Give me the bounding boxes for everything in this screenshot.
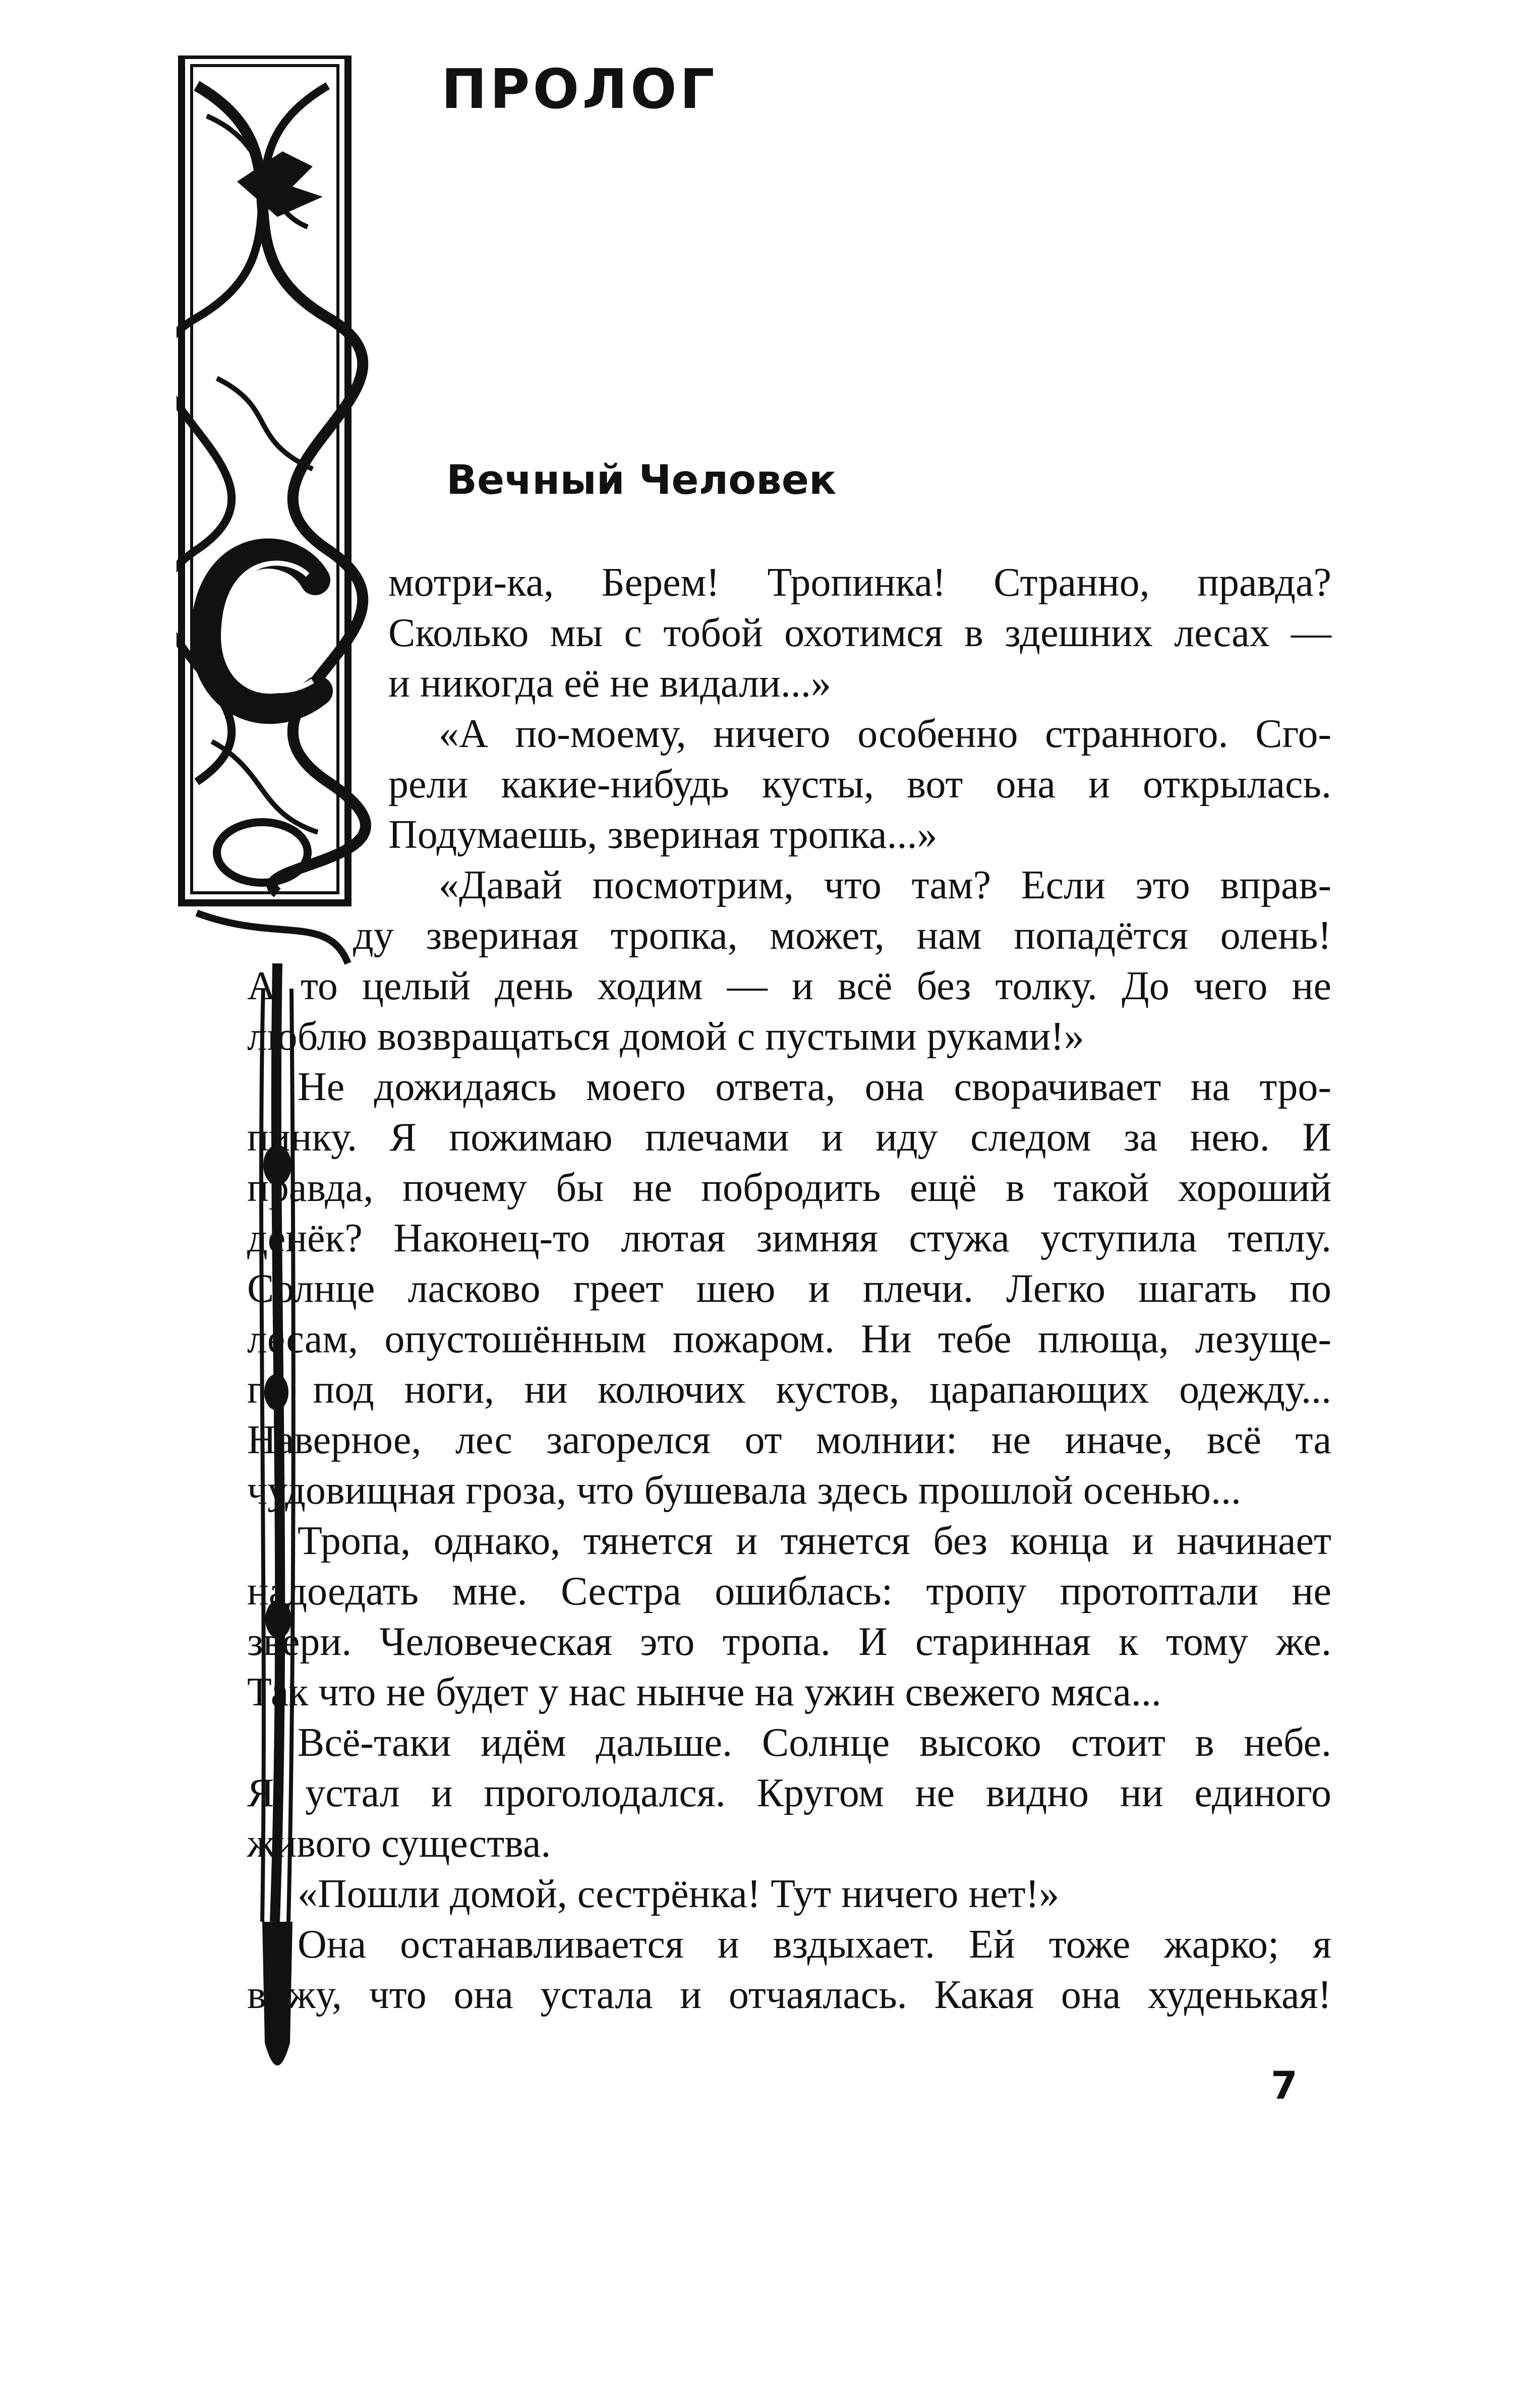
text-line: мотри-ка, Берем! Тропинка! Странно, правда? bbox=[388, 560, 1331, 605]
text-line: денёк? Наконец-то лютая зимняя стужа уступила теплу. bbox=[247, 1216, 1331, 1260]
text-line: Так что не будет у нас нынче на ужин свежего мяса... bbox=[247, 1670, 1161, 1714]
text-line: Подумаешь, звериная тропка...» bbox=[388, 813, 938, 857]
text-line: «Пошли домой, сестрёнка! Тут ничего нет!» bbox=[298, 1872, 1060, 1916]
text-line: звери. Человеческая это тропа. И старинная к тому же. bbox=[247, 1620, 1331, 1664]
text-line: го под ноги, ни колючих кустов, царапающих одежду... bbox=[247, 1367, 1331, 1412]
text-line: живого существа. bbox=[247, 1821, 551, 1866]
text-line: люблю возвращаться домой с пустыми руками!» bbox=[247, 1014, 1084, 1059]
text-line: Я устал и проголодался. Кругом не видно ни единого bbox=[247, 1771, 1331, 1815]
text-line: Она останавливается и вздыхает. Ей тоже жарко; я bbox=[298, 1922, 1331, 1967]
text-line: ду звериная тропка, может, нам попадётся олень! bbox=[353, 913, 1331, 958]
text-line: «А по-моему, ничего особенно странного. Сго- bbox=[439, 712, 1331, 756]
text-line: лесам, опустошённым пожаром. Ни тебе плюща, лезуще- bbox=[247, 1317, 1331, 1361]
text-line: чудовищная гроза, что бушевала здесь прошлой осенью... bbox=[247, 1468, 1241, 1513]
chapter-title: ПРОЛОГ bbox=[441, 58, 718, 121]
text-line: Всё-таки идём дальше. Солнце высоко стоит в небе. bbox=[298, 1721, 1331, 1765]
text-line: «Давай посмотрим, что там? Если это вправ- bbox=[439, 863, 1331, 907]
text-line: рели какие-нибудь кусты, вот она и открылась. bbox=[388, 762, 1331, 807]
text-line: надоедать мне. Сестра ошиблась: тропу протоптали не bbox=[247, 1569, 1331, 1614]
text-line: пинку. Я пожимаю плечами и иду следом за нею. И bbox=[247, 1115, 1331, 1160]
text-line: Тропа, однако, тянется и тянется без конца и начинает bbox=[298, 1519, 1331, 1563]
text-line: Наверное, лес загорелся от молнии: не иначе, всё та bbox=[247, 1418, 1331, 1462]
text-line: правда, почему бы не побродить ещё в такой хороший bbox=[247, 1166, 1331, 1210]
text-line: А то целый день ходим — и всё без толку. До чего не bbox=[247, 964, 1331, 1008]
text-line: Не дожидаясь моего ответа, она сворачивает на тро- bbox=[298, 1065, 1331, 1109]
text-line: Солнце ласково греет шею и плечи. Легко шагать по bbox=[247, 1267, 1331, 1311]
section-title: Вечный Человек bbox=[446, 456, 837, 503]
text-line: Сколько мы с тобой охотимся в здешних лесах — bbox=[388, 611, 1331, 655]
text-line: вижу, что она устала и отчаялась. Какая она худенькая! bbox=[247, 1973, 1331, 2017]
page-number: 7 bbox=[1271, 2063, 1298, 2108]
text-line: и никогда её не видали...» bbox=[388, 661, 831, 706]
